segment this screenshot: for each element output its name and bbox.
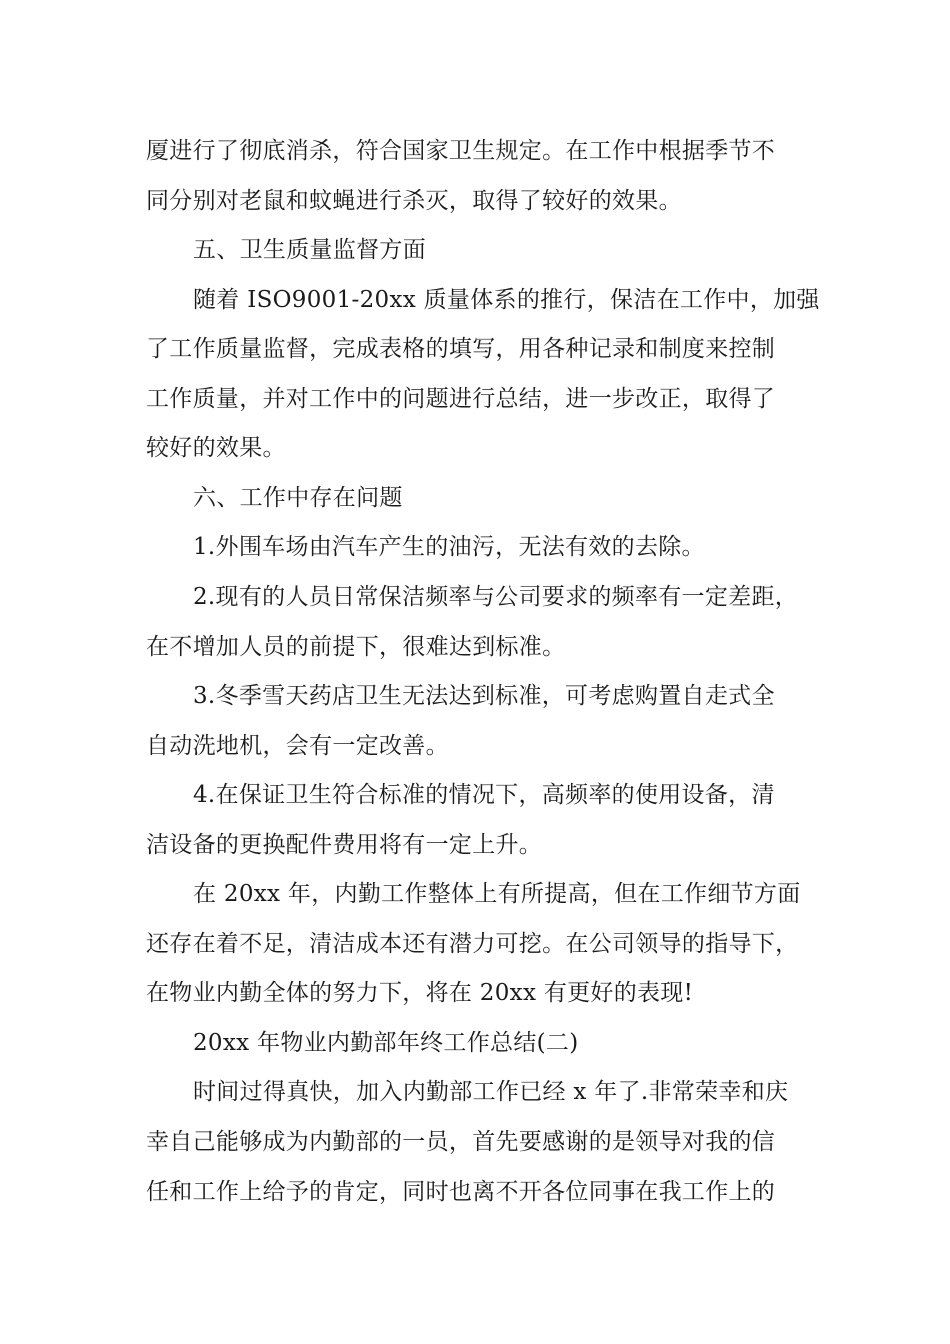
text-line: 在物业内勤全体的努力下，将在 20xx 有更好的表现!: [146, 980, 694, 1006]
text-line: 洁设备的更换配件费用将有一定上升。: [146, 832, 543, 858]
text-line: 幸自己能够成为内勤部的一员，首先要感谢的是领导对我的信: [146, 1129, 776, 1155]
text-line: 在 20xx 年，内勤工作整体上有所提高，但在工作细节方面: [193, 881, 801, 907]
text-line: 还存在着不足，清洁成本还有潜力可挖。在公司领导的指导下，: [146, 931, 799, 957]
text-line: 同分别对老鼠和蚊蝇进行杀灭，取得了较好的效果。: [146, 188, 682, 214]
text-line: 厦进行了彻底消杀，符合国家卫生规定。在工作中根据季节不: [146, 138, 776, 164]
text-line: 任和工作上给予的肯定，同时也离不开各位同事在我工作上的: [146, 1179, 776, 1205]
list-item: 2.现有的人员日常保洁频率与公司要求的频率有一定差距，: [193, 584, 799, 610]
text-line: 随着 ISO9001-20xx 质量体系的推行，保洁在工作中，加强: [193, 287, 820, 313]
list-item: 4.在保证卫生符合标准的情况下，高频率的使用设备，清: [193, 782, 775, 808]
text-line: 较好的效果。: [146, 435, 286, 461]
list-item: 1.外围车场由汽车产生的油污，无法有效的去除。: [193, 534, 705, 560]
section-title: 20xx 年物业内勤部年终工作总结(二): [193, 1030, 579, 1056]
section-heading: 六、工作中存在问题: [193, 485, 403, 511]
section-heading: 五、卫生质量监督方面: [193, 237, 426, 263]
text-line: 了工作质量监督，完成表格的填写，用各种记录和制度来控制: [146, 336, 776, 362]
text-line: 在不增加人员的前提下，很难达到标准。: [146, 634, 566, 660]
text-line: 工作质量，并对工作中的问题进行总结，进一步改正，取得了: [146, 386, 776, 412]
list-item: 3.冬季雪天药店卫生无法达到标准，可考虑购置自走式全: [193, 683, 775, 709]
text-line: 自动洗地机，会有一定改善。: [146, 733, 449, 759]
text-line: 时间过得真快，加入内勤部工作已经 x 年了.非常荣幸和庆: [193, 1079, 789, 1105]
